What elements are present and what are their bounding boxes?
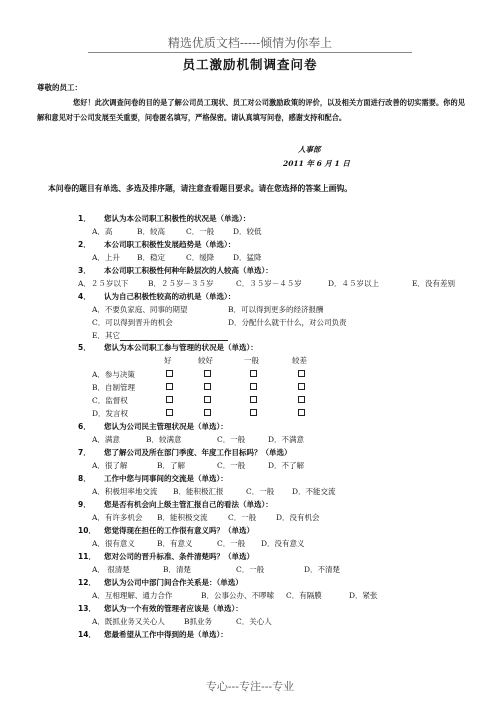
checkbox[interactable]: [298, 396, 305, 403]
option[interactable]: C．一般: [217, 539, 246, 548]
question-text: 您认为一个有效的管理者应该是（单选）：: [104, 604, 243, 613]
question-10: [78, 525, 254, 536]
question-number: 8．: [78, 474, 91, 483]
question-13: [78, 603, 243, 614]
option[interactable]: A． 很清楚: [92, 565, 130, 574]
option[interactable]: D．分配什么就干什么，对公司负责: [228, 318, 347, 327]
option[interactable]: E．没有差别: [412, 279, 455, 288]
question-text: 您了解公司及所在部门季度、年度工作目标吗？（单选）: [104, 448, 292, 457]
question-text: 您认为公司中部门间合作关系是：（单选）: [104, 578, 243, 587]
question-text: 您对公司的晋升标准、条件清楚吗？（单选）: [104, 552, 254, 561]
row-label: B．自制管理: [92, 383, 136, 392]
checkbox[interactable]: [204, 409, 211, 416]
option[interactable]: A．不要负家庭、同事的期望: [92, 305, 188, 314]
option[interactable]: A．互相理解、通力合作: [92, 591, 173, 600]
option[interactable]: D．紧张: [349, 591, 378, 600]
option[interactable]: B抓业务: [184, 617, 213, 626]
checkbox[interactable]: [250, 409, 257, 416]
option[interactable]: A．既抓业务又关心人: [92, 617, 165, 626]
question-number: 14．: [78, 630, 96, 639]
option[interactable]: D．没有意义: [261, 539, 305, 548]
column-header: 较好: [198, 356, 213, 365]
question-number: 13．: [78, 604, 96, 613]
option[interactable]: A．上升: [92, 253, 120, 262]
option[interactable]: C．一般: [217, 461, 246, 470]
option[interactable]: A．有许多机会: [92, 513, 143, 522]
checkbox[interactable]: [204, 370, 211, 377]
question-number: 2．: [78, 240, 91, 249]
question-8: [78, 473, 228, 484]
question-number: 7．: [78, 448, 91, 457]
question-3: [78, 265, 273, 276]
question-number: 4．: [78, 292, 91, 301]
option[interactable]: D．不清楚: [304, 565, 341, 574]
option[interactable]: A．很有意义: [92, 539, 135, 548]
question-text: 本公司职工积极性发展趋势是（单选）：: [104, 240, 236, 249]
option[interactable]: C．一般: [228, 513, 257, 522]
question-number: 6．: [78, 422, 91, 431]
checkbox[interactable]: [166, 396, 173, 403]
option[interactable]: D．没有机会: [276, 513, 320, 522]
option[interactable]: B．能积极汇报: [173, 487, 224, 496]
option[interactable]: B．了解: [157, 461, 186, 470]
option[interactable]: C．一般: [246, 487, 275, 496]
option[interactable]: C．关心人: [236, 617, 272, 626]
checkbox[interactable]: [298, 370, 305, 377]
option[interactable]: A．满意: [92, 435, 120, 444]
header-rule: [88, 52, 412, 53]
question-number: 9．: [78, 500, 91, 509]
option[interactable]: B．稳定: [137, 253, 166, 262]
question-2: [78, 239, 235, 250]
page-header: 精选优质文档-----倾情为你奉上: [167, 36, 333, 50]
row-label: D．发言权: [92, 409, 129, 418]
option[interactable]: B．２５岁－３５岁: [148, 279, 214, 288]
question-text: 您是否有机会向上级主管汇报自己的看法（单选）：: [104, 500, 273, 509]
option-other[interactable]: [92, 330, 228, 341]
question-7: [78, 447, 292, 458]
question-number: 10．: [78, 526, 96, 535]
option[interactable]: C．一般: [186, 227, 215, 236]
checkbox[interactable]: [204, 383, 211, 390]
question-number: 3．: [78, 266, 91, 275]
checkbox[interactable]: [250, 383, 257, 390]
question-text: 您认为本公司职工参与管理的状况是（单选）：: [104, 343, 258, 352]
row-label: C．监督权: [92, 396, 128, 405]
question-11: [78, 551, 254, 562]
column-header: 较差: [292, 356, 307, 365]
question-number: 12．: [78, 578, 96, 587]
option[interactable]: A．很了解: [92, 461, 128, 470]
option[interactable]: B．较高: [137, 227, 166, 236]
question-text: 您觉得现在担任的工作很有意义吗？（单选）: [104, 526, 254, 535]
question-9: [78, 499, 273, 510]
question-number: 5．: [78, 343, 91, 352]
option[interactable]: B．能积极交流: [157, 513, 208, 522]
option[interactable]: C．３５岁－４５岁: [236, 279, 302, 288]
question-text: 您最希望从工作中得到的是（单选）：: [104, 630, 228, 639]
checkbox[interactable]: [298, 409, 305, 416]
question-6: [78, 421, 228, 432]
checkbox[interactable]: [166, 370, 173, 377]
option-label: E．其它: [92, 331, 120, 340]
option[interactable]: D．较低: [233, 227, 262, 236]
question-text: 本公司职工积极性何种年龄层次的人较高（单选）：: [104, 266, 273, 275]
column-header: 一般: [244, 356, 259, 365]
option[interactable]: B．可以得到更多的经济报酬: [228, 305, 324, 314]
checkbox[interactable]: [166, 383, 173, 390]
instruction: 本问卷的题目有单选、多选及排序题，请注意查看题目要求。请在您选择的答案上画钩。: [48, 184, 353, 193]
page-title: 员工激励机制调查问卷: [182, 57, 318, 72]
option[interactable]: C．缓降: [186, 253, 215, 262]
option[interactable]: B．较满意: [146, 435, 182, 444]
option[interactable]: C．一般: [236, 565, 265, 574]
question-1: [78, 213, 250, 224]
option[interactable]: A．高: [92, 227, 113, 236]
greeting: 尊敬的员工：: [37, 83, 82, 92]
row-label: A．参与决策: [92, 370, 135, 379]
option[interactable]: D．猛降: [233, 253, 262, 262]
checkbox[interactable]: [204, 396, 211, 403]
question-number: 11．: [78, 552, 96, 561]
question-text: 认为自己积极性较高的动机是（单选）：: [104, 292, 236, 301]
option[interactable]: C．可以得到晋升的机会: [92, 318, 173, 327]
option[interactable]: D．不满意: [268, 435, 305, 444]
option[interactable]: B．公事公办、不啰嗦: [201, 591, 275, 600]
question-5: [78, 342, 258, 353]
option[interactable]: A．２５岁以下: [78, 279, 129, 288]
option[interactable]: D．４５岁以上: [328, 279, 380, 288]
checkbox[interactable]: [166, 409, 173, 416]
checkbox[interactable]: [250, 396, 257, 403]
option[interactable]: C．一般: [217, 435, 246, 444]
fill-in-blank[interactable]: [120, 333, 228, 341]
option[interactable]: B．有意义: [157, 539, 193, 548]
page-footer: 专心---专注---专业: [205, 680, 295, 693]
question-14: [78, 629, 228, 640]
question-4: [78, 291, 235, 302]
checkbox[interactable]: [298, 383, 305, 390]
signature-dept: 人事部: [298, 145, 321, 154]
signature-date: 2011 年 6 月 1 日: [283, 159, 350, 168]
intro-paragraph: 您好！此次调查问卷的目的是了解公司员工现状、员工对公司激励政策的评价，以及相关方面进行改善的切实需要。你的见解和意见对于公司发展至关重要，问卷匿名填写，严格保密。请认真填写问卷，感谢支持和配合。: [37, 98, 465, 122]
option[interactable]: D．不能交流: [292, 487, 336, 496]
question-number: 1．: [78, 214, 91, 223]
option[interactable]: B．清楚: [163, 565, 192, 574]
option[interactable]: A．积极坦率地交流: [92, 487, 158, 496]
checkbox[interactable]: [250, 370, 257, 377]
column-header: 好: [164, 356, 172, 365]
option[interactable]: D．不了解: [268, 461, 305, 470]
question-text: 您认为公司民主管理状况是（单选）：: [104, 422, 228, 431]
question-text: 工作中您与同事间的交流是（单选）：: [104, 474, 228, 483]
option[interactable]: C．有隔膜: [286, 591, 322, 600]
question-12: [78, 577, 243, 588]
question-text: 您认为本公司职工积极性的状况是（单选）：: [104, 214, 251, 223]
